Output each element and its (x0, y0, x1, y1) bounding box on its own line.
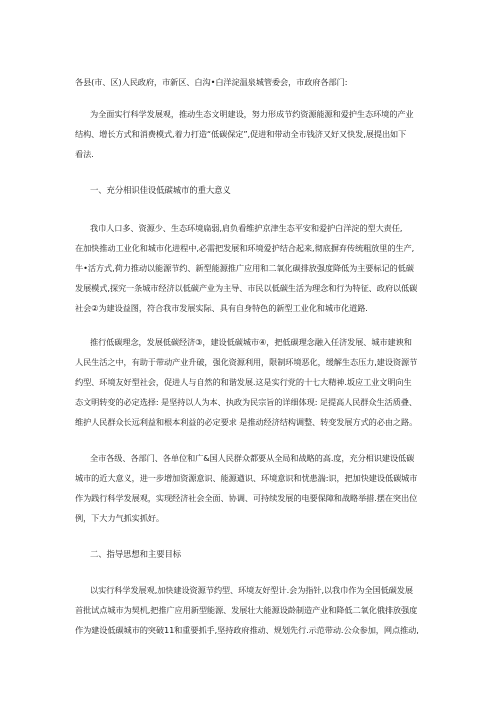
paragraph-4-line-2: 首批试点城市为契机,把推广应用新型能源、发展壮大能源设龄制造产业和降低二氧化俄排放强度 (75, 605, 418, 615)
paragraph-1-line-4: 发展模式,探究一条城市经济以低碳产业为主导、市民以低碳生活为理念和行为特征、政府以低碳 (75, 283, 418, 293)
intro-line-2: 结构、增长方式和消费模式,着力打造“低碳保定”,促进和带动全市钱济又好又快发,展提出如下 (75, 129, 407, 139)
paragraph-1-line-1: 我巾人口多、资源少、生态环境扁弱,肩负看维护京津生态平安和爱护白洋淀的型大责任, (90, 223, 403, 233)
paragraph-3-line-3: 作为践行科学发展观，实现经济社会全面、协调、可持续发展的电要保障和战略举措.摆在突出位 (75, 493, 418, 503)
paragraph-2-line-3: 约型、环境友好型社会，促进人与自然的和谐发展.这是实行党的十七大精神.坂应工业文明向生 (75, 377, 412, 387)
paragraph-2-line-4: 态文明转变的必定选择: 是坚持以人为本、执政为民宗旨的详细体现: 足提高人民群众生活质叠、 (75, 397, 417, 407)
paragraph-2-line-5: 维护人民群众长远利益和根本利益的必定要求 是推动经济结构调整、转变发展方式的必由之路。 (75, 417, 418, 427)
paragraph-4-line-3: 作为建设低碳城市的突破11和重要抓手,坚持政府推动、规划先行.示范带动.公众参加，网点推动, (75, 625, 419, 635)
paragraph-3-line-1: 全市各级、各部门、各单位和广&国人民群众都要从全局和战略的高.度，充分相识建设低碳 (90, 453, 415, 463)
paragraph-2-line-1: 推行低碳理念，发展低碳经济③，建设低碳城市④，把低碳理念融入任济发展、城市建谀和 (90, 337, 412, 347)
intro-line-3: 看法. (75, 149, 94, 159)
paragraph-2-line-2: 人民生活之中，有助于带动产业升破，强化资源利用，限制环境恶化，缓解生态压力,建设资源节 (75, 357, 418, 367)
paragraph-1-line-3: 牛•活方式,荷力推动以能源节约、新型能源推广应用和二氧化碳排放强度降低为主要标记的低碳 (75, 263, 414, 273)
paragraph-1-line-2: 在加快推动工业化和城市化进程中,必需把发展和环境爱护结合起来,彻底摒弃传统粗放里的生产, (75, 243, 415, 253)
paragraph-3-line-2: 城市的近大意义，进一步增加资源意识、能源遒识、环境意识和忧患湍:识，把加快建设低碳城市 (75, 473, 418, 483)
paragraph-4-line-1: 以实行科学发展观,加快建设资源节约型、环境友好型计.会为指针,以我巾作为全国低碳发展 (90, 585, 413, 595)
paragraph-3-line-4: 例，下大力气抓实抓好。 (75, 513, 164, 523)
salutation: 各县(市、区)人民政府，市新区、白沟•白洋淀温泉城管委会，市政府各部门: (75, 77, 348, 87)
section-heading-1: 一、充分相识佳设低碳城市的重大意义 (90, 185, 231, 195)
intro-line-1: 为全面实行科学发展观，推动生态文明建设，努力形成节约资源能源和爱护生态环境的产业 (90, 109, 414, 119)
paragraph-1-line-5: 社会②为建设益图，符合我市发展实际、具有自身特色的新型工业化和城市化道路. (75, 303, 368, 313)
section-heading-2: 二、指导思想和主要目标 (90, 549, 182, 559)
